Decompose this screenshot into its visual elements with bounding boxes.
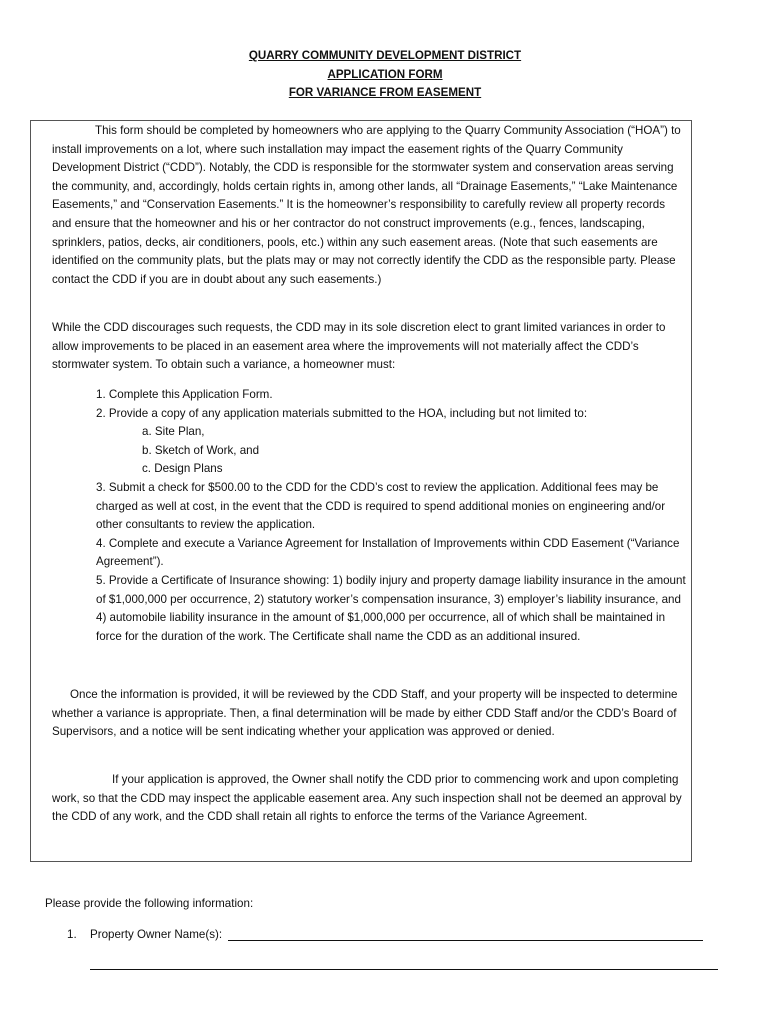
field-number: 1. bbox=[67, 928, 77, 941]
owner-name-label: Property Owner Name(s): bbox=[90, 928, 223, 941]
owner-name-input-line[interactable] bbox=[228, 926, 703, 941]
information-prompt: Please provide the following information: bbox=[45, 897, 254, 910]
district-title: QUARRY COMMUNITY DEVELOPMENT DISTRICT bbox=[248, 49, 522, 62]
requirement-5: 5. Provide a Certificate of Insurance showing: 1) bodily injury and property damage liability insurance in the amount of $1,000,000 per occurrence, 2) statutory worker’s compensation insurance, 3) employer’s liability insurance, and 4) automobile liability insurance in the amount of $1,000,000 per occurrence, all of which shall be maintained in force for the duration of the work. The Certificate shall name the CDD as an additional insured. bbox=[96, 573, 686, 643]
owner-name-field bbox=[67, 926, 703, 941]
intro-paragraph: This form should be completed by homeowners who are applying to the Quarry Community Association (“HOA”) to install improvements on a lot, where such installation may impact the easement rights of the Quarry Community Development District (“CDD”). Notably, the CDD is responsible for the stormwater system and conservation areas serving the community, and, accordingly, holds certain rights in, among other lands, all “Drainage Easements,” “Lake Maintenance Easements,” and “Conservation Easements.” It is the homeowner’s responsibility to carefully review all property records and ensure that the homeowner and his or her contractor do not construct improvements (e.g., fences, landscaping, sprinklers, patios, decks, air conditioners, pools, etc.) within any such easement areas. (Note that such easements are identified on the community plats, but the plats may or may not correctly identify the CDD as the responsible party. Please contact the CDD if you are in doubt about any such easements.) bbox=[52, 124, 681, 286]
owner-name-continuation-line[interactable] bbox=[90, 969, 718, 970]
review-paragraph: Once the information is provided, it will be reviewed by the CDD Staff, and your property will be inspected to determine whether a variance is appropriate. Then, a final determination will be made by either CDD Staff and/or the CDD’s Board of Supervisors, and a notice will be sent indicating whether your application was approved or denied. bbox=[52, 688, 678, 739]
variance-paragraph: While the CDD discourages such requests, the CDD may in its sole discretion elect to grant limited variances in order to allow improvements to be placed in an easement area where the improvements will not materially affect the CDD’s stormwater system. To obtain such a variance, a homeowner must: bbox=[52, 321, 666, 372]
approval-paragraph: If your application is approved, the Owner shall notify the CDD prior to commencing work and upon completing work, so that the CDD may inspect the applicable easement area. Any such inspection shall not be deemed an approval by the CDD of any work, and the CDD shall retain all rights to enforce the terms of the Variance Agreement. bbox=[52, 773, 682, 824]
requirement-2b: b. Sketch of Work, and bbox=[142, 443, 260, 457]
requirement-4: 4. Complete and execute a Variance Agreement for Installation of Improvements within CDD Easement (“Variance Agreement”). bbox=[96, 536, 680, 569]
requirement-2c: c. Design Plans bbox=[142, 462, 223, 476]
requirement-1: 1. Complete this Application Form. bbox=[96, 388, 273, 401]
requirements-list bbox=[96, 386, 686, 646]
form-subtitle: FOR VARIANCE FROM EASEMENT bbox=[288, 86, 482, 99]
document-header bbox=[0, 47, 770, 103]
requirement-2a: a. Site Plan, bbox=[142, 425, 205, 439]
requirement-3: 3. Submit a check for $500.00 to the CDD for the CDD’s cost to review the application. Additional fees may be charged as well at cost, in the event that the CDD is required to spend additional monies on engineering and/or other consultants to review the application. bbox=[96, 480, 666, 532]
requirement-2: 2. Provide a copy of any application materials submitted to the HOA, including but not limited to: bbox=[96, 406, 588, 420]
form-title: APPLICATION FORM bbox=[327, 67, 443, 81]
